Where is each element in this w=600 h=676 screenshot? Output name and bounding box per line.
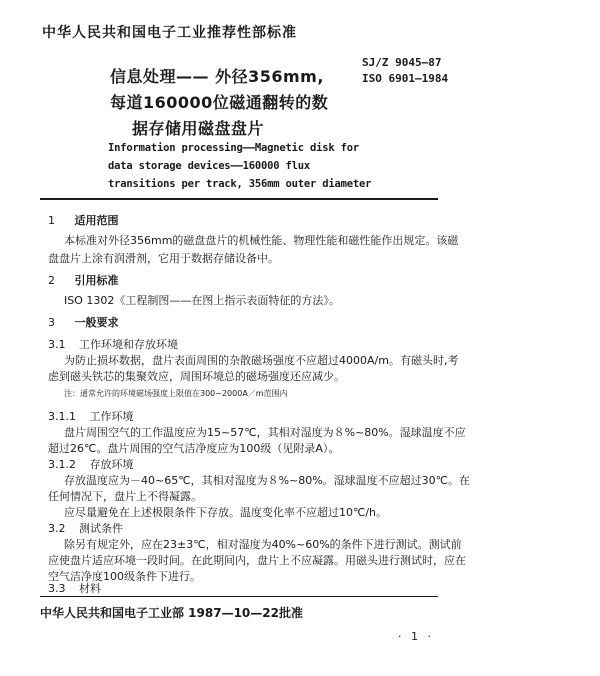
paragraph: 应尽量避免在上述极限条件下存放。温度变化率不应超过10℃/h。 bbox=[64, 506, 388, 519]
section-title: 引用标准 bbox=[74, 274, 119, 287]
section-3-1-2-heading bbox=[48, 456, 134, 472]
standard-number-iso: ISO 6901—1984 bbox=[362, 72, 449, 85]
paragraph: 本标准对外径356mm的磁盘盘片的机械性能、物理性能和磁性能作出规定。该磁 bbox=[64, 234, 459, 247]
section-number: 3.1.1 bbox=[48, 410, 76, 423]
section-title: 适用范围 bbox=[74, 214, 119, 227]
title-zh-line-3: 据存储用磁盘盘片 bbox=[132, 119, 265, 138]
title-zh-line-1: 信息处理—— 外径356mm, bbox=[110, 67, 324, 86]
section-3-1-1-heading bbox=[48, 408, 134, 424]
section-title: 存放环境 bbox=[89, 458, 134, 471]
section-number: 1 bbox=[48, 214, 55, 227]
title-en-line-1: Information processing——Magnetic disk for bbox=[108, 142, 359, 154]
section-number: 3.1.2 bbox=[48, 458, 76, 471]
section-title: 工作环境和存放环境 bbox=[79, 338, 178, 351]
paragraph: 盘盘片上涂有润滑剂，它用于数据存储设备中。 bbox=[48, 252, 279, 265]
page-number: · 1 · bbox=[398, 630, 434, 643]
section-number: 3.1 bbox=[48, 338, 66, 351]
top-divider bbox=[40, 198, 438, 200]
title-en-line-2: data storage devices——160000 flux bbox=[108, 160, 311, 172]
paragraph: 空气洁净度100级条件下进行。 bbox=[48, 570, 201, 583]
section-number: 3.2 bbox=[48, 522, 66, 535]
section-1-heading bbox=[48, 212, 119, 228]
paragraph: 超过26℃。盘片周围的空气洁净度应为100级（见附录A）。 bbox=[48, 442, 340, 455]
section-number: 2 bbox=[48, 274, 55, 287]
section-title: 测试条件 bbox=[79, 522, 123, 535]
paragraph: 应使盘片适应环境一段时间。在此期间内，盘片上不应凝露。用磁头进行测试时，应在 bbox=[48, 554, 466, 567]
paragraph: 为防止损坏数据，盘片表面周围的杂散磁场强度不应超过4000A/m。有磁头时,考 bbox=[64, 354, 459, 367]
title-en-line-3: transitions per track, 356mm outer diameter bbox=[108, 178, 372, 190]
section-title: 材料 bbox=[79, 582, 101, 595]
paragraph: 除另有规定外，应在23±3℃，相对湿度为40%~60%的条件下进行测试。测试前 bbox=[64, 538, 462, 551]
section-3-1-heading bbox=[48, 336, 178, 352]
section-3-heading bbox=[48, 314, 119, 330]
paragraph: ISO 1302《工程制图——在图上指示表面特征的方法》。 bbox=[64, 294, 340, 307]
paragraph: 存放温度应为－40~65℃，其相对湿度为８%~80%。湿球温度不应超过30℃。在 bbox=[64, 474, 471, 487]
bottom-divider bbox=[40, 596, 438, 597]
title-zh-line-2: 每道160000位磁通翻转的数 bbox=[110, 93, 329, 112]
section-3-2-heading bbox=[48, 520, 123, 536]
paragraph: 盘片周围空气的工作温度应为15~57℃，其相对湿度为８%~80%。湿球温度不应 bbox=[64, 426, 466, 439]
paragraph: 任何情况下，盘片上不得凝露。 bbox=[48, 490, 202, 503]
section-2-heading bbox=[48, 272, 119, 288]
section-title: 一般要求 bbox=[74, 316, 119, 329]
approval-line: 中华人民共和国电子工业部 1987—10—22批准 bbox=[40, 606, 303, 620]
section-number: 3 bbox=[48, 316, 55, 329]
section-3-3-heading bbox=[48, 580, 101, 596]
paragraph: 虑到磁头铁芯的集聚效应，周围环境总的磁场强度还应减少。 bbox=[48, 370, 345, 383]
note: 注：通常允许的环境磁场强度上限值在300~2000A／m范围内 bbox=[64, 389, 288, 398]
section-title: 工作环境 bbox=[89, 410, 134, 423]
section-number: 3.3 bbox=[48, 582, 66, 595]
issuing-organization: 中华人民共和国电子工业推荐性部标准 bbox=[42, 25, 297, 41]
standard-number-sj: SJ/Z 9045—87 bbox=[362, 56, 442, 69]
